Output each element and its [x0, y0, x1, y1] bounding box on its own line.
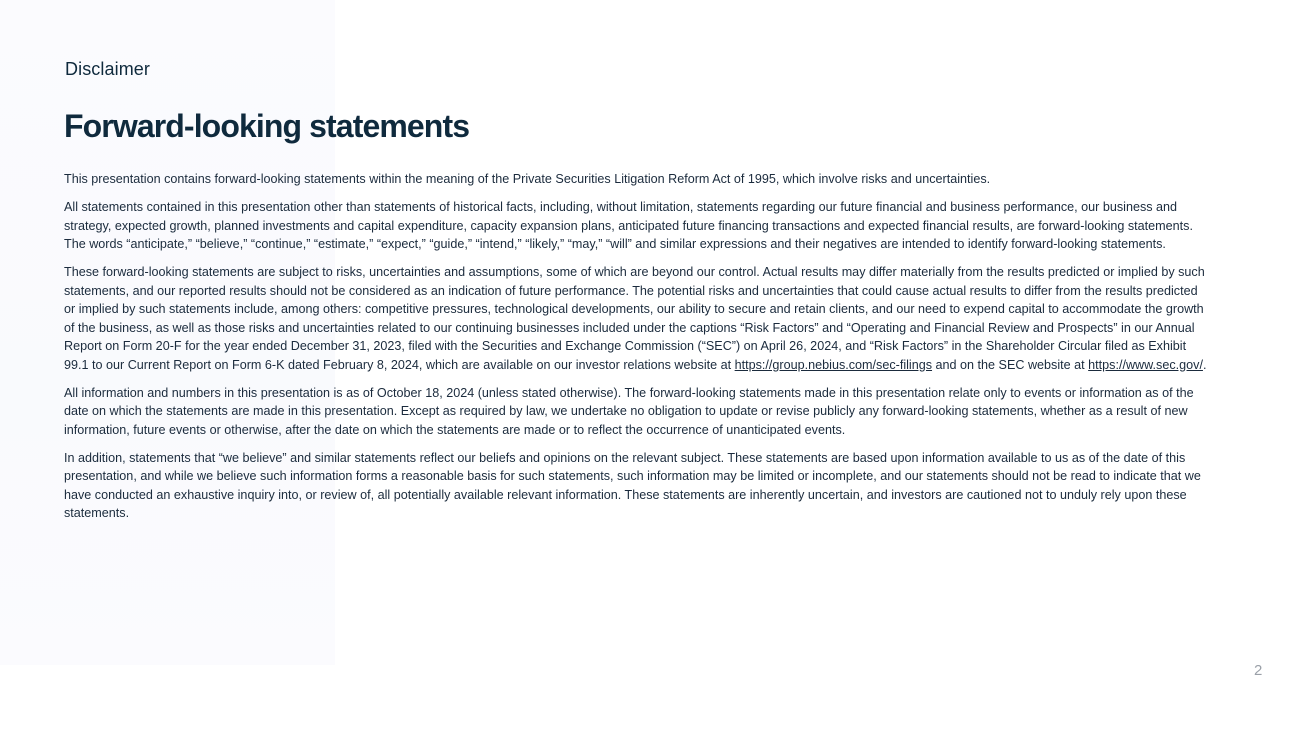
paragraph-beliefs: In addition, statements that “we believe” and similar statements reflect our beliefs and opinions on the relevant subject. These statements are based upon information available to us as of the date of this presentation, and while we believe such information forms a reasonable basis for such statements, such information may be limited or incomplete, and our statements should not be read to indicate that we have conducted an exhaustive inquiry into, or review of, all potentially available relevant information. These statements are inherently uncertain, and investors are cautioned not to unduly rely upon these statements.: [64, 450, 1201, 520]
section-eyebrow: Disclaimer: [65, 59, 151, 79]
paragraph-as-of-date: All information and numbers in this presentation is as of October 18, 2024 (unless stated otherwise). The forward-looking statements made in this presentation relate only to events or information as of the date on which the statements are made in this presentation. Except as required by law, we undertake no obligation to update or revise publicly any forward-looking statements, whether as a result of new information, future events or otherwise, after the date on which the statements are made or to reflect the occurrence of unanticipated events.: [64, 385, 1194, 437]
paragraph-risks-text-middle: and on the SEC website at: [932, 357, 1089, 372]
sec-filings-link[interactable]: https://group.nebius.com/sec-filings: [734, 357, 933, 372]
paragraph-definition: All statements contained in this presentation other than statements of historical facts, including, without limitation, statements regarding our future financial and business performance, our business and strategy, expected growth, planned investments and capital expenditure, capacity expansion plans, anticipated future financing transactions and expected financial results, are forward-looking statements. The words “anticipate,” “believe,” “continue,” “estimate,” “expect,” “guide,” “intend,” “likely,” “may,” “will” and similar expressions and their negatives are intended to identify forward-looking statements.: [64, 200, 1193, 251]
paragraph-risks: [64, 263, 1212, 374]
page-number: 2: [1254, 662, 1263, 679]
disclaimer-body: [64, 170, 1212, 532]
paragraph-risks-text: These forward-looking statements are subject to risks, uncertainties and assumptions, some of which are beyond our control. Actual results may differ materially from the results predicted or implied by such statements, and our reported results should not be considered as an indication of future performance. The potential risks and uncertainties that could cause actual results to differ from the results predicted or implied by such statements include, among others: competitive pressures, technological developments, our ability to secure and retain clients, and our need to expend capital to accommodate the growth of the business, as well as those risks and uncertainties related to our continuing businesses included under the captions “Risk Factors” and “Operating and Financial Review and Prospects” in our Annual Report on Form 20-F for the year ended December 31, 2023, filed with the Securities and Exchange Commission (“SEC”) on April 26, 2024, and “Risk Factors” in the Shareholder Circular filed as Exhibit 99.1 to our Current Report on Form 6-K dated February 8, 2024, which are available on our investor relations website at: [64, 265, 1205, 372]
paragraph-risks-text-end: .: [1202, 357, 1207, 372]
paragraph-intro: This presentation contains forward-looking statements within the meaning of the Private Securities Litigation Reform Act of 1995, which involve risks and uncertainties.: [64, 172, 991, 186]
sec-website-link[interactable]: https://www.sec.gov/: [1088, 357, 1203, 372]
page-title: Forward-looking statements: [64, 108, 470, 144]
